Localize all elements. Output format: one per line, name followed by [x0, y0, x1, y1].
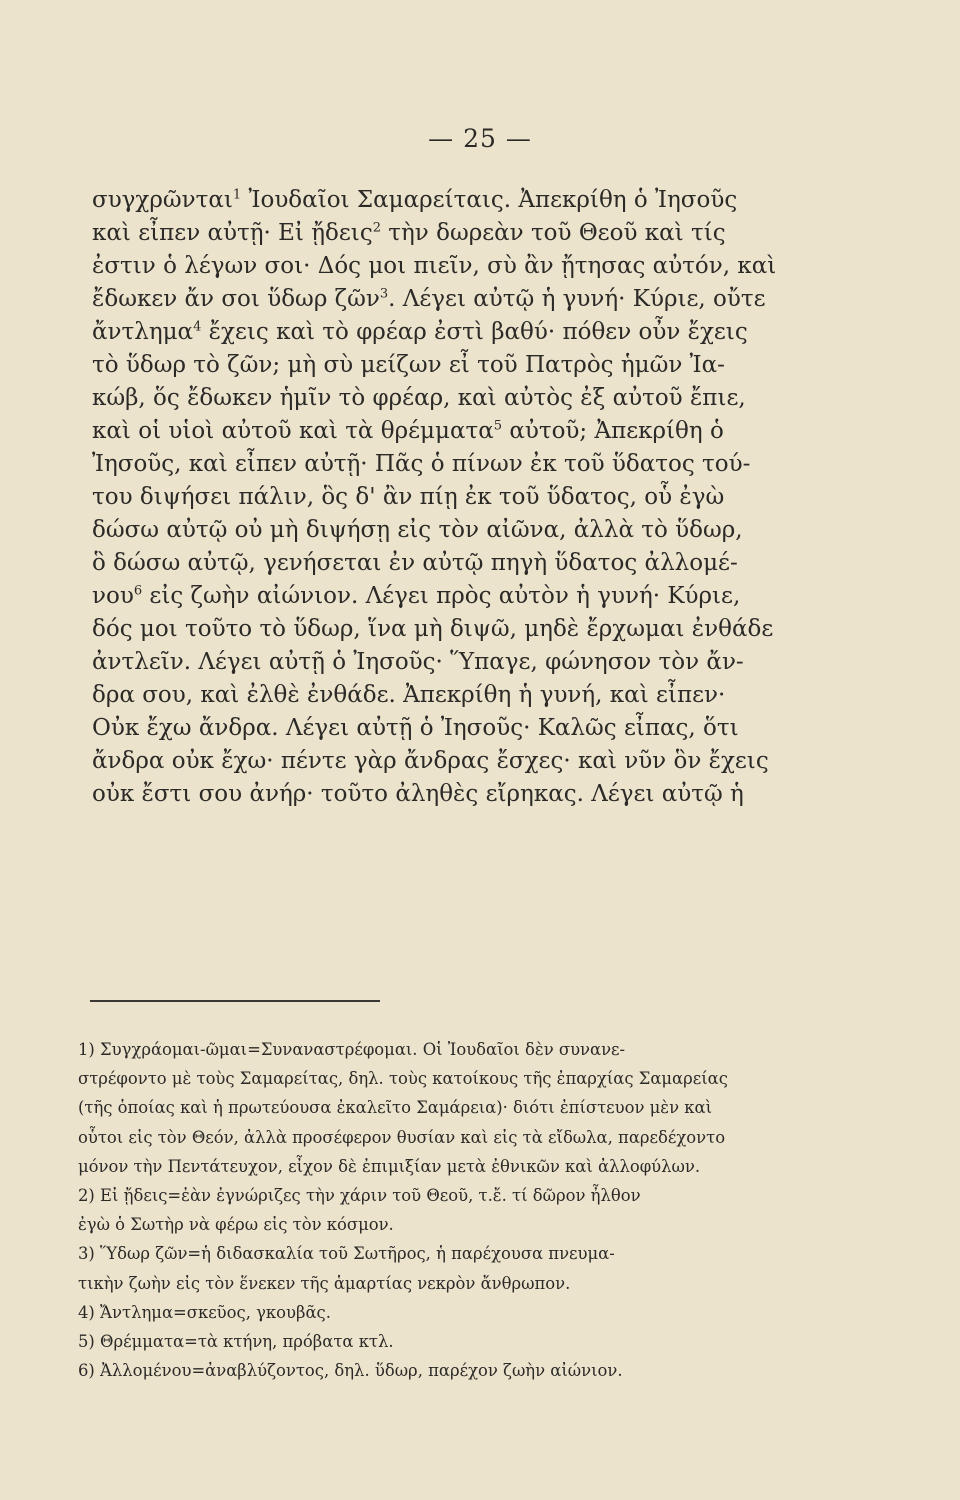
footnote-marker: 2 — [372, 220, 381, 236]
text-segment: καὶ εἶπεν αὐτῇ· Εἰ ᾔδεις — [92, 220, 373, 246]
main-text — [92, 184, 892, 811]
footnote-line: τικὴν ζωὴν εἰς τὸν ἕνεκεν τῆς ἁμαρτίας νεκρὸν ἄνθρωπον. — [78, 1273, 571, 1293]
text-line — [92, 646, 892, 679]
text-segment: νου — [92, 583, 134, 609]
footnote-marker: 3 — [379, 286, 389, 302]
text-segment: Οὐκ ἔχω ἄνδρα. Λέγει αὐτῇ ὁ Ἰησοῦς· Καλῶς εἶπας, ὅτι — [92, 715, 739, 741]
text-segment: . Λέγει αὐτῷ ἡ γυνή· Κύριε, οὔτε — [388, 286, 766, 312]
footnote-marker: 5 — [493, 418, 503, 434]
text-segment: οὐκ ἔστι σου ἀνήρ· τοῦτο ἀληθὲς εἴρηκας. Λέγει αὐτῷ ἡ — [92, 781, 744, 807]
text-line — [92, 448, 892, 481]
text-line — [92, 184, 892, 217]
footnote-line: 1) Συγχράομαι-ῶμαι=Συναναστρέφομαι. Οἱ Ἰουδαῖοι δὲν συνανε- — [78, 1040, 626, 1059]
text-line — [92, 349, 892, 382]
text-segment: ἀντλεῖν. Λέγει αὐτῇ ὁ Ἰησοῦς· Ὕπαγε, φώνησον τὸν ἄν- — [92, 649, 744, 675]
text-segment: ἐστιν ὁ λέγων σοι· Δός μοι πιεῖν, σὺ ἂν ᾔτησας αὐτόν, καὶ — [92, 253, 777, 279]
text-segment: τὴν δωρεὰν τοῦ Θεοῦ καὶ τίς — [380, 220, 726, 246]
footnote-marker: 6 — [133, 583, 143, 599]
text-segment: δός μοι τοῦτο τὸ ὕδωρ, ἵνα μὴ διψῶ, μηδὲ ἔρχωμαι ἐνθάδε — [92, 616, 774, 642]
text-line — [92, 415, 892, 448]
footnote-line: 2) Εἰ ᾔδεις=ἐὰν ἐγνώριζες τὴν χάριν τοῦ Θεοῦ, τ.ἔ. τί δῶρον ἦλθον — [78, 1185, 641, 1205]
text-segment: ἔδωκεν ἄν σοι ὕδωρ ζῶν — [92, 286, 380, 312]
text-line — [92, 316, 892, 349]
footnote-line: (τῆς ὁποίας καὶ ἡ πρωτεύουσα ἐκαλεῖτο Σαμάρεια)· διότι ἐπίστευον μὲν καὶ — [78, 1098, 712, 1118]
text-segment: καὶ οἱ υἱοὶ αὐτοῦ καὶ τὰ θρέμματα — [92, 418, 494, 444]
text-segment: δρα σου, καὶ ἐλθὲ ἐνθάδε. Ἀπεκρίθη ἡ γυνή, καὶ εἶπεν· — [92, 682, 726, 708]
text-segment: εἰς ζωὴν αἰώνιον. Λέγει πρὸς αὐτὸν ἡ γυνή· Κύριε, — [142, 583, 741, 609]
text-line — [92, 283, 892, 316]
footnotes — [78, 1035, 888, 1385]
footnote-divider — [90, 1000, 380, 1002]
text-line — [92, 745, 892, 778]
text-segment: κώβ, ὅς ἔδωκεν ἡμῖν τὸ φρέαρ, καὶ αὐτὸς ἐξ αὐτοῦ ἔπιε, — [92, 385, 746, 411]
footnote-marker: 1 — [232, 187, 242, 203]
text-segment: ἄντλημα — [92, 319, 194, 345]
text-segment: τὸ ὕδωρ τὸ ζῶν; μὴ σὺ μείζων εἶ τοῦ Πατρὸς ἡμῶν Ἰα- — [92, 352, 725, 378]
text-segment: αὐτοῦ; Ἀπεκρίθη ὁ — [502, 418, 724, 444]
footnote-line: 6) Ἀλλομένου=ἀναβλύζοντος, δηλ. ὕδωρ, παρέχον ζωὴν αἰώνιον. — [78, 1361, 623, 1381]
text-segment: δώσω αὐτῷ οὐ μὴ διψήσῃ εἰς τὸν αἰῶνα, ἀλλὰ τὸ ὕδωρ, — [92, 517, 743, 543]
text-line — [92, 547, 892, 580]
footnote-line: 5) Θρέμματα=τὰ κτήνη, πρόβατα κτλ. — [78, 1331, 394, 1351]
text-line — [92, 613, 892, 646]
footnote-line: 4) Ἄντλημα=σκεῦος, γκουβᾶς. — [78, 1302, 331, 1322]
page-number: — 25 — — [428, 124, 532, 153]
text-segment: ἄνδρα οὐκ ἔχω· πέντε γὰρ ἄνδρας ἔσχες· καὶ νῦν ὃν ἔχεις — [92, 748, 769, 774]
footnote-marker: 4 — [193, 319, 202, 335]
text-line — [92, 778, 892, 811]
text-line — [92, 514, 892, 547]
text-segment: του διψήσει πάλιν, ὃς δ' ἂν πίῃ ἐκ τοῦ ὕδατος, οὗ ἐγὼ — [92, 484, 725, 510]
footnote-line: στρέφοντο μὲ τοὺς Σαμαρείτας, δηλ. τοὺς κατοίκους τῆς ἐπαρχίας Σαμαρείας — [78, 1069, 728, 1089]
text-segment: Ἰησοῦς, καὶ εἶπεν αὐτῇ· Πᾶς ὁ πίνων ἐκ τοῦ ὕδατος τού- — [92, 451, 751, 477]
text-line — [92, 382, 892, 415]
text-line — [92, 679, 892, 712]
text-segment: Ἰουδαῖοι Σαμαρείταις. Ἀπεκρίθη ὁ Ἰησοῦς — [241, 187, 738, 213]
text-segment: ἔχεις καὶ τὸ φρέαρ ἐστὶ βαθύ· πόθεν οὖν ἔχεις — [201, 319, 748, 345]
text-line — [92, 217, 892, 250]
text-line — [92, 481, 892, 514]
text-line — [92, 580, 892, 613]
footnote-line: οὗτοι εἰς τὸν Θεόν, ἀλλὰ προσέφερον θυσίαν καὶ εἰς τὰ εἴδωλα, παρεδέχοντο — [78, 1127, 726, 1147]
text-segment: ὃ δώσω αὐτῷ, γενήσεται ἐν αὐτῷ πηγὴ ὕδατος ἀλλομέ- — [92, 550, 738, 576]
footnote-line: 3) Ὕδωρ ζῶν=ἡ διδασκαλία τοῦ Σωτῆρος, ἡ παρέχουσα πνευμα- — [78, 1244, 615, 1264]
text-line — [92, 712, 892, 745]
footnote-line: ἐγὼ ὁ Σωτὴρ νὰ φέρω εἰς τὸν κόσμον. — [78, 1215, 394, 1235]
text-line — [92, 250, 892, 283]
footnote-line: μόνον τὴν Πεντάτευχον, εἶχον δὲ ἐπιμιξίαν μετὰ ἐθνικῶν καὶ ἀλλοφύλων. — [78, 1156, 701, 1176]
text-segment: συγχρῶνται — [92, 187, 233, 213]
